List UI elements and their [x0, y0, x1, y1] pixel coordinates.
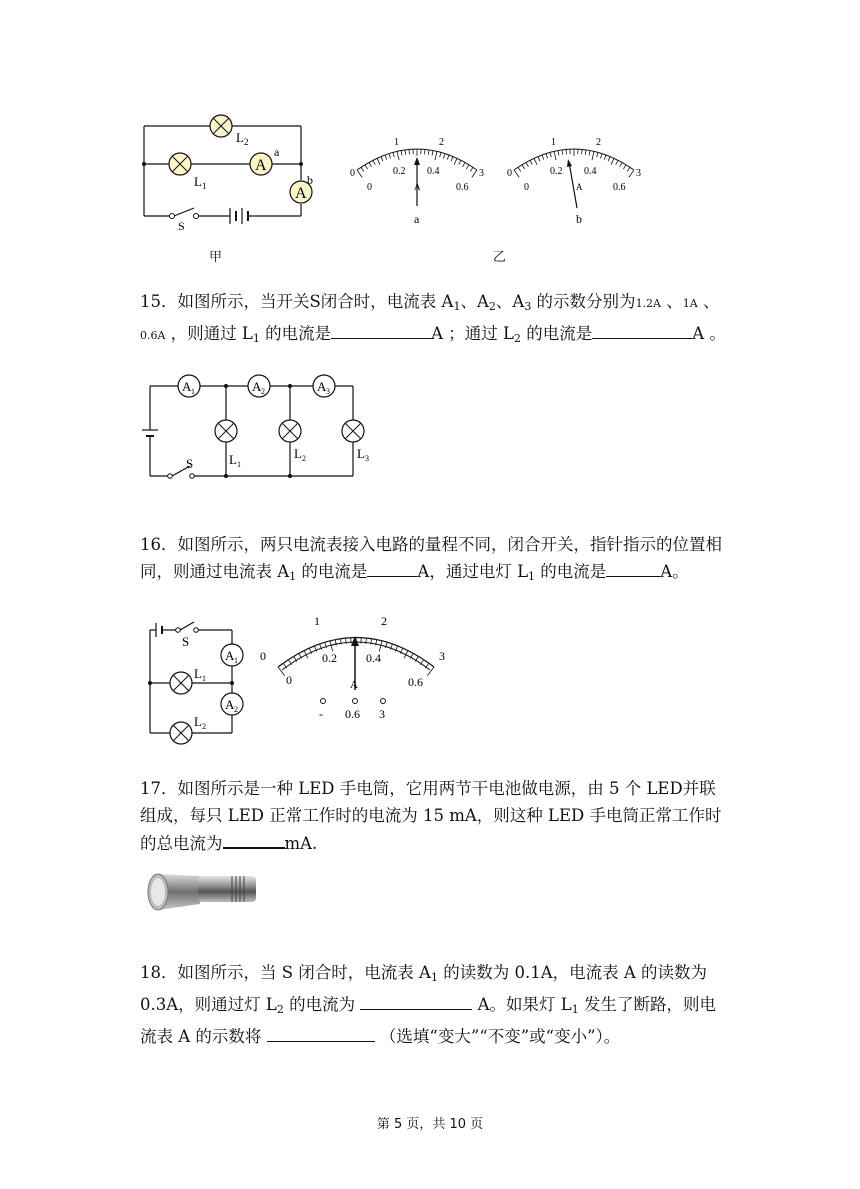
svg-text:0: 0 — [260, 649, 266, 663]
meter-tick — [379, 641, 382, 652]
figure-16-meter — [256, 610, 456, 725]
svg-text:1: 1 — [237, 460, 241, 469]
meter-tick — [459, 160, 461, 164]
svg-text:S: S — [182, 634, 190, 649]
svg-text:L: L — [229, 452, 237, 467]
svg-text:0.2: 0.2 — [393, 166, 406, 177]
meter-tick — [530, 160, 532, 164]
meter-tick — [542, 155, 544, 160]
answer-blank-18-2[interactable] — [267, 1023, 375, 1042]
meter-tick — [451, 157, 453, 162]
svg-text:a: a — [414, 212, 420, 226]
svg-text:L: L — [236, 130, 244, 145]
svg-text:2: 2 — [244, 137, 249, 147]
meter-tick — [627, 167, 630, 171]
ammeter-a2-icon — [221, 693, 243, 715]
svg-text:0.4: 0.4 — [427, 166, 440, 177]
figure-15-circuit — [138, 370, 388, 482]
meter-tick — [585, 150, 586, 155]
meter-tick — [526, 162, 528, 166]
svg-text:A: A — [295, 185, 307, 202]
svg-text:L: L — [194, 714, 202, 729]
svg-text:3: 3 — [636, 168, 641, 179]
svg-text:2: 2 — [202, 722, 206, 731]
meter-tick — [440, 152, 441, 157]
meter-tick — [518, 167, 521, 171]
question-18 — [140, 959, 730, 1050]
answer-blank-17[interactable] — [223, 829, 285, 849]
svg-text:1: 1 — [191, 387, 195, 396]
question-17 — [140, 775, 730, 857]
ammeter-a2-icon — [248, 375, 270, 397]
meter-tick — [589, 150, 590, 155]
meter-tick — [357, 170, 362, 177]
figure-14-caption-left: 甲 — [209, 250, 223, 265]
figure-14-circuit — [138, 108, 313, 233]
meter-tick — [346, 638, 347, 644]
meter-tick — [604, 155, 606, 160]
ammeter-a-icon — [250, 153, 272, 175]
svg-text:A: A — [255, 157, 267, 174]
meter-tick — [447, 155, 449, 160]
svg-text:0: 0 — [286, 673, 292, 687]
meter-tick — [534, 158, 537, 164]
svg-text:A: A — [252, 379, 262, 394]
svg-text:0: 0 — [507, 168, 512, 179]
svg-text:0.4: 0.4 — [584, 166, 597, 177]
meter-tick — [389, 154, 391, 159]
svg-text:S: S — [178, 219, 185, 233]
meter-tick — [466, 165, 469, 169]
svg-text:3: 3 — [439, 649, 445, 663]
meter-tick — [611, 158, 614, 164]
svg-text:1: 1 — [314, 614, 320, 628]
svg-text:2: 2 — [439, 137, 444, 148]
svg-text:L: L — [194, 174, 202, 189]
svg-text:0.4: 0.4 — [366, 651, 381, 665]
svg-text:3: 3 — [365, 454, 369, 463]
meter-tick — [401, 150, 402, 155]
svg-text:A: A — [350, 679, 358, 691]
figure-16-circuit — [142, 618, 252, 748]
question-16-text: 16．如图所示，两只电流表接入电路的量程不同，闭合开关，指针指示的位置相同，则通过电流表 $A_1$ 的电流是 A，通过电灯 $L_1$ 的电流是 A。 — [140, 535, 722, 583]
svg-text:a: a — [274, 145, 280, 159]
page-footer: 第 5 页，共 10 页 — [376, 1117, 484, 1132]
meter-tick — [432, 150, 433, 155]
svg-text:2: 2 — [302, 454, 306, 463]
answer-blank-18-1[interactable] — [360, 991, 472, 1010]
answer-blank-16-1[interactable] — [367, 558, 417, 577]
meter-tick — [514, 170, 519, 177]
svg-text:S: S — [186, 456, 194, 471]
meter-tick — [558, 150, 559, 155]
answer-blank-15-1[interactable] — [331, 320, 431, 339]
svg-text:0: 0 — [524, 182, 529, 193]
svg-text:-: - — [319, 707, 323, 721]
question-17-text: 17．如图所示是一种 LED 手电筒，它用两节干电池做电源，由 5 个 LED并联组成，每只 LED 正常工作时的电流为 15 mA，则这种 LED 手电筒正常工作时的总电流为 mA. — [140, 779, 722, 853]
svg-text:0.6: 0.6 — [456, 182, 469, 193]
meter-tick — [616, 160, 618, 164]
svg-text:A: A — [414, 182, 421, 192]
meter-tick — [381, 157, 383, 162]
meter-tick — [600, 154, 602, 159]
meter-tick — [369, 162, 371, 166]
ammeter-a1-icon — [221, 644, 243, 666]
meter-tick — [472, 170, 477, 177]
svg-text:2: 2 — [596, 137, 601, 148]
svg-text:1: 1 — [234, 656, 238, 665]
meter-tick — [597, 152, 598, 157]
svg-text:L: L — [294, 446, 302, 461]
meter-tick — [385, 155, 387, 160]
svg-text:A: A — [182, 379, 192, 394]
question-16 — [140, 531, 730, 590]
svg-text:2: 2 — [234, 705, 238, 714]
question-18-text: 18．如图所示，当 S 闭合时，电流表 $A_1$ 的读数为 0.1A，电流表 A 的读数为 0.3A，则通过灯 $L_2$ 的电流为 A。如果灯 $L_1$ 发生了断路，则电流表 A 的示数将 （选填“变大”“不变”或“变小”）。 — [140, 963, 716, 1046]
figure-14-meters — [345, 130, 655, 230]
meter-tick — [538, 157, 540, 162]
lamp-l1-icon — [169, 153, 191, 175]
meter-tick — [554, 151, 556, 160]
meter-tick — [435, 151, 437, 160]
svg-text:1: 1 — [202, 674, 206, 683]
lamp-l3-icon — [342, 420, 364, 442]
svg-text:0: 0 — [367, 182, 372, 193]
svg-text:1: 1 — [394, 137, 399, 148]
svg-text:A: A — [225, 648, 235, 663]
meter-tick — [470, 167, 473, 171]
svg-text:b: b — [576, 212, 582, 226]
svg-text:2: 2 — [381, 614, 387, 628]
svg-text:0.2: 0.2 — [550, 166, 563, 177]
meter-tick — [629, 170, 634, 177]
meter-tick — [443, 154, 445, 159]
svg-text:0.6: 0.6 — [345, 707, 360, 721]
lamp-l1-icon — [215, 420, 237, 442]
svg-text:0.6: 0.6 — [408, 675, 423, 689]
svg-text:A: A — [225, 697, 235, 712]
svg-text:A: A — [317, 379, 327, 394]
ammeter-a1-icon — [178, 375, 200, 397]
meter-tick — [620, 162, 622, 166]
answer-blank-16-2[interactable] — [606, 558, 660, 577]
meter-tick — [373, 160, 375, 164]
lamp-l1-icon — [170, 672, 192, 694]
meter-tick — [562, 150, 563, 155]
svg-text:A: A — [576, 182, 583, 192]
meter-a — [350, 137, 484, 226]
svg-text:3: 3 — [326, 387, 330, 396]
meter-tick — [366, 638, 367, 644]
svg-text:1: 1 — [202, 181, 207, 191]
meter-tick — [393, 152, 394, 157]
meter-tick — [454, 158, 457, 164]
meter-tick — [623, 165, 626, 169]
svg-text:1: 1 — [551, 137, 556, 148]
svg-text:L: L — [194, 666, 202, 681]
meter-tick — [550, 152, 551, 157]
meter-tick — [592, 151, 594, 160]
svg-text:3: 3 — [379, 707, 385, 721]
meter-tick — [405, 150, 406, 155]
lamp-l2-icon — [210, 115, 232, 137]
meter-b — [507, 137, 641, 226]
meter-tick — [546, 154, 548, 159]
svg-text:2: 2 — [261, 387, 265, 396]
meter-tick — [608, 157, 610, 162]
meter-tick — [428, 150, 429, 155]
svg-text:0.6: 0.6 — [613, 182, 626, 193]
question-15-text: 15．如图所示，当开关S闭合时，电流表 $A_1$、$A_2$、$A_3$ 的示数分别为1.2A 、1A 、0.6A ，则通过 $L_1$ 的电流是 A ；通过 $L_2$ 的电流是 A 。 — [140, 292, 726, 345]
question-15 — [140, 288, 730, 352]
answer-blank-15-2[interactable] — [592, 320, 692, 339]
meter-tick — [463, 162, 465, 166]
svg-text:3: 3 — [479, 168, 484, 179]
meter-tick — [377, 158, 380, 164]
svg-text:L: L — [357, 446, 365, 461]
meter-tick — [361, 167, 364, 171]
ammeter-a3-icon — [313, 375, 335, 397]
lamp-l2-icon — [279, 420, 301, 442]
meter-tick — [522, 165, 525, 169]
meter-tick — [365, 165, 368, 169]
svg-text:0.2: 0.2 — [322, 651, 337, 665]
meter-tick — [397, 151, 399, 160]
lamp-l2-icon — [170, 722, 192, 744]
meter-tick — [330, 641, 333, 652]
figure-14-caption-right: 乙 — [493, 250, 507, 265]
svg-text:0: 0 — [350, 168, 355, 179]
flashlight-image — [140, 858, 262, 924]
svg-text:b: b — [307, 173, 313, 187]
